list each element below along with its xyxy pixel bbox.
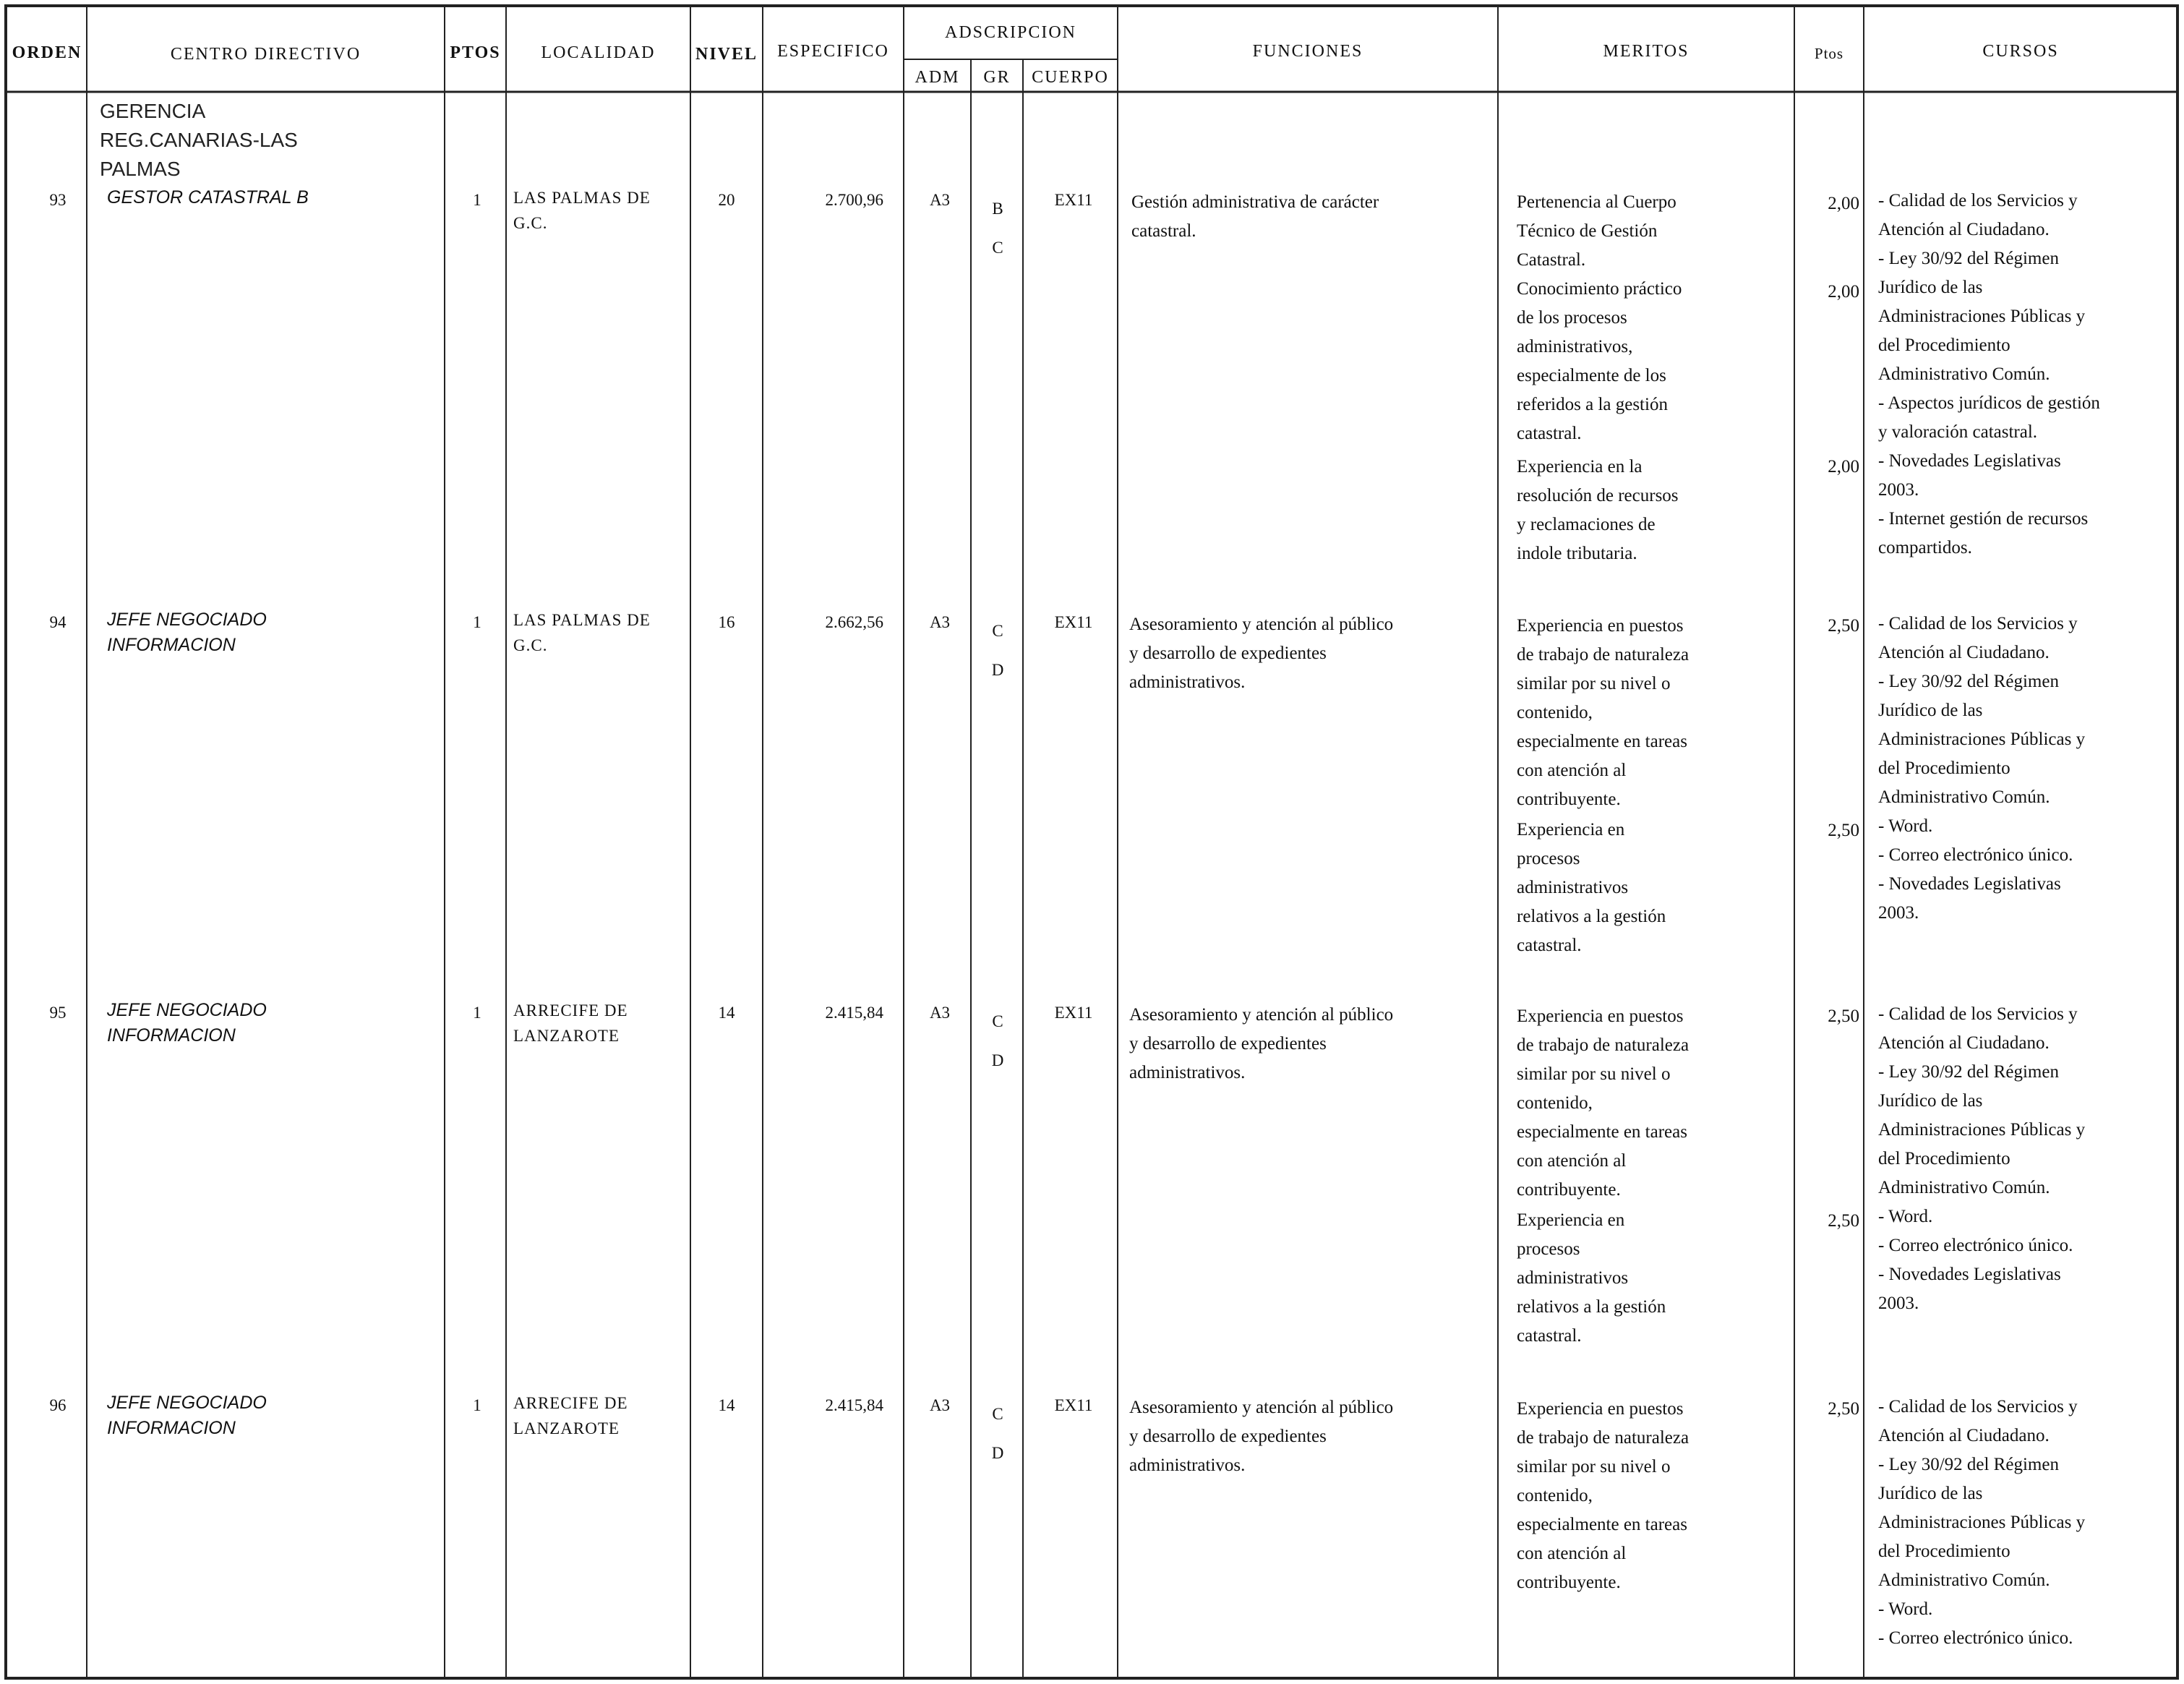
merito-item: Experiencia en puestos de trabajo de naturaleza similar por su nivel o contenido, especialmente en tareas con atención al contribuyente. [1517,1006,1690,1200]
puntos-value: 2,00 [1828,457,1859,476]
nivel-cell: 16 [718,613,735,631]
merito-item: Experiencia en puestos de trabajo de naturaleza similar por su nivel o contenido, especialmente en tareas con atención al contribuyente. [1517,616,1690,809]
header-cuerpo: CUERPO [1032,68,1109,87]
orden-cell: 94 [49,613,67,631]
merito-item: Pertenencia al Cuerpo Técnico de Gestión Catastral. [1517,192,1676,270]
merito-item: Experiencia en puestos de trabajo de naturaleza similar por su nivel o contenido, especialmente en tareas con atención al contribuyente. [1517,1399,1690,1592]
centro-cell: JEFE NEGOCIADO INFORMACION [107,610,267,655]
ptos-cell: 1 [473,1396,481,1414]
nivel-cell: 14 [718,1396,735,1414]
centro-cell: JEFE NEGOCIADO INFORMACION [107,1393,267,1438]
gr-cell: C D [991,1405,1004,1462]
cursos-cell: - Calidad de los Servicios y Atención al Ciudadano. - Ley 30/92 del Régimen Jurídico de las Administraciones Públicas y del Procedimiento Administrativo Común. - Aspectos jurídicos de gestión y valoración catastral. - Novedades Legislativas 2003. - Internet gestión de recursos compartidos. [1878,191,2100,557]
merito-item: Experiencia en procesos administrativos relativos a la gestión catastral. [1517,820,1666,955]
adm-cell: A3 [929,1004,951,1022]
localidad-cell: ARRECIFE DE LANZAROTE [513,1001,628,1045]
funciones-cell: Asesoramiento y atención al público y desarrollo de expedientes administrativos. [1129,1005,1394,1082]
merito-item: Experiencia en procesos administrativos relativos a la gestión catastral. [1517,1210,1666,1346]
cursos-cell: - Calidad de los Servicios y Atención al Ciudadano. - Ley 30/92 del Régimen Jurídico de las Administraciones Públicas y del Procedimiento Administrativo Común. - Word. - Correo electrónico único. - Novedades Legislativas 2003. [1878,614,2086,923]
especifico-cell: 2.662,56 [825,613,883,631]
localidad-cell: LAS PALMAS DE G.C. [513,611,651,654]
header-adscripcion: ADSCRIPCION [944,23,1077,42]
header-cursos: CURSOS [1982,42,2059,61]
header-gr: GR [983,68,1011,87]
cuerpo-cell: EX11 [1054,1004,1093,1022]
header-ptos-meritos: Ptos [1814,45,1844,62]
ptos-cell: 1 [473,613,481,631]
especifico-cell: 2.700,96 [825,191,883,209]
puntos-value: 2,50 [1828,1399,1859,1419]
header-localidad: LOCALIDAD [541,43,656,62]
header-ptos: PTOS [450,43,501,62]
cuerpo-cell: EX11 [1054,613,1093,631]
centro-cell: GESTOR CATASTRAL B [107,187,309,208]
header-especifico: ESPECIFICO [777,42,889,61]
gr-cell: C D [991,1012,1004,1069]
puntos-value: 2,50 [1828,1211,1859,1231]
centro-cell: JEFE NEGOCIADO INFORMACION [107,1000,267,1046]
group-title: GERENCIA REG.CANARIAS-LAS PALMAS [100,100,298,180]
gr-cell: C D [991,622,1004,679]
gr-cell: B C [992,200,1003,257]
cursos-cell: - Calidad de los Servicios y Atención al Ciudadano. - Ley 30/92 del Régimen Jurídico de las Administraciones Públicas y del Procedimiento Administrativo Común. - Word. - Correo electrónico único. [1878,1397,2086,1648]
cursos-cell: - Calidad de los Servicios y Atención al Ciudadano. - Ley 30/92 del Régimen Jurídico de las Administraciones Públicas y del Procedimiento Administrativo Común. - Word. - Correo electrónico único. - Novedades Legislativas 2003. [1878,1004,2086,1313]
especifico-cell: 2.415,84 [825,1396,883,1414]
header-meritos: MERITOS [1603,42,1690,61]
ptos-cell: 1 [473,191,481,209]
puntos-value: 2,50 [1828,821,1859,840]
adm-cell: A3 [929,613,951,631]
cuerpo-cell: EX11 [1054,191,1093,209]
merito-item: Conocimiento práctico de los procesos administrativos, especialmente de los referidos a la gestión catastral. [1517,279,1682,443]
nivel-cell: 20 [718,191,735,209]
orden-cell: 93 [49,191,67,209]
adm-cell: A3 [929,191,951,209]
puntos-value: 2,00 [1828,282,1859,302]
adm-cell: A3 [929,1396,951,1414]
especifico-cell: 2.415,84 [825,1004,883,1022]
localidad-cell: ARRECIFE DE LANZAROTE [513,1394,628,1437]
funciones-cell: Asesoramiento y atención al público y desarrollo de expedientes administrativos. [1129,615,1394,692]
puntos-value: 2,50 [1828,616,1859,636]
orden-cell: 96 [49,1396,67,1414]
localidad-cell: LAS PALMAS DE G.C. [513,189,651,232]
puntos-value: 2,50 [1828,1006,1859,1026]
ptos-cell: 1 [473,1004,481,1022]
header-centro-directivo: CENTRO DIRECTIVO [170,45,361,64]
orden-cell: 95 [49,1004,67,1022]
funciones-cell: Gestión administrativa de carácter catastral. [1131,192,1379,241]
cuerpo-cell: EX11 [1054,1396,1093,1414]
header-nivel: NIVEL [695,45,758,64]
funciones-cell: Asesoramiento y atención al público y desarrollo de expedientes administrativos. [1129,1398,1394,1475]
puntos-value: 2,00 [1828,194,1859,213]
merito-item: Experiencia en la resolución de recursos y reclamaciones de indole tributaria. [1517,457,1679,563]
header-orden: ORDEN [12,43,82,62]
header-funciones: FUNCIONES [1252,42,1363,61]
nivel-cell: 14 [718,1004,735,1022]
header-adm: ADM [915,68,960,87]
